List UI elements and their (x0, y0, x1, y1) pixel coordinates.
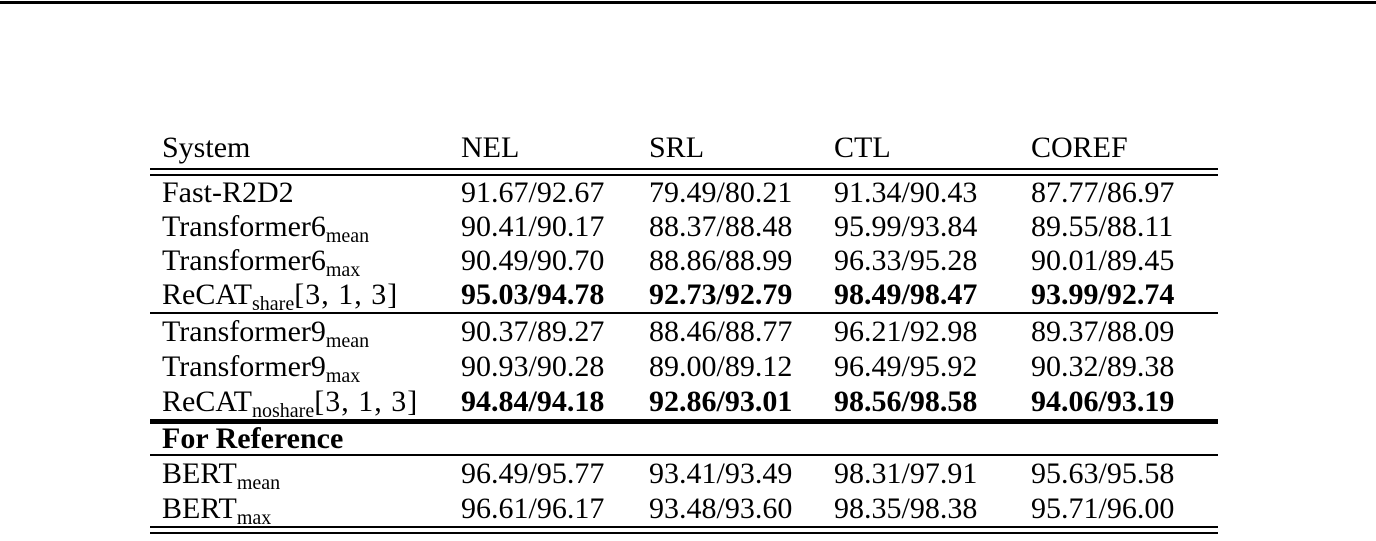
table-row (150, 314, 1218, 352)
score-cell: 91.34/90.43 (834, 176, 978, 209)
score-cell: 98.35/98.38 (834, 492, 978, 525)
score-cell: 98.49/98.47 (834, 278, 978, 311)
score-cell: 96.61/96.17 (461, 492, 605, 525)
system-subscript: mean (325, 330, 370, 352)
score-cell: 90.37/89.27 (461, 315, 605, 348)
score-cell: 88.86/88.99 (649, 244, 793, 277)
score-cell: 95.03/94.78 (461, 278, 605, 311)
score-cell: 96.33/95.28 (834, 244, 978, 277)
table-group-transformer6 (150, 176, 1218, 315)
system-subscript: max (325, 365, 361, 387)
system-subscript: noshare (252, 400, 315, 422)
score-cell: 93.99/92.74 (1031, 278, 1175, 311)
system-subscript: share (252, 293, 295, 315)
score-cell: 89.37/88.09 (1031, 315, 1175, 348)
score-cell: 96.49/95.92 (834, 350, 978, 383)
column-header-nel: NEL (461, 131, 520, 164)
table-header-row (150, 128, 1218, 168)
system-cell: $Transformer9_{mean}$ (162, 315, 370, 352)
section-header-label: For Reference (162, 422, 344, 455)
column-header-ctl: CTL (834, 131, 891, 164)
score-cell: 87.77/86.97 (1031, 176, 1175, 209)
score-cell: 88.46/88.77 (649, 315, 793, 348)
table-group-bert (150, 456, 1218, 529)
score-cell: 89.55/88.11 (1031, 210, 1174, 243)
table-row (150, 244, 1218, 281)
score-cell: 93.41/93.49 (649, 457, 793, 490)
bottom-double-rule (150, 526, 1218, 534)
system-subscript: max (236, 507, 272, 529)
score-cell: 94.84/94.18 (461, 385, 605, 418)
table-row (150, 176, 1218, 210)
column-header-srl: SRL (649, 131, 705, 164)
section-header-row (150, 424, 1218, 454)
score-cell: 95.71/96.00 (1031, 492, 1175, 525)
results-table (150, 128, 1218, 534)
table-row (150, 456, 1218, 494)
score-cell: 93.48/93.60 (649, 492, 793, 525)
system-config-suffix: [3, 1, 3] (294, 278, 399, 311)
score-cell: 89.00/89.12 (649, 350, 793, 383)
table-row (150, 384, 1218, 422)
system-cell: $Transformer9_{max}$ (162, 350, 361, 387)
score-cell: 94.06/93.19 (1031, 385, 1175, 418)
header-double-rule (150, 168, 1218, 176)
column-header-coref: COREF (1031, 131, 1128, 164)
score-cell: 95.63/95.58 (1031, 457, 1175, 490)
system-subscript: mean (236, 472, 281, 494)
score-cell: 92.86/93.01 (649, 385, 793, 418)
system-config-suffix: [3, 1, 3] (314, 385, 419, 418)
system-cell: $BERT_{max}$ (162, 492, 272, 529)
system-cell: ReCAT$_{share}$[3, 1, 3] (162, 278, 399, 315)
table-group-transformer9 (150, 314, 1218, 422)
table-row (150, 491, 1218, 529)
score-cell: 90.49/90.70 (461, 244, 605, 277)
score-cell: 79.49/80.21 (649, 176, 793, 209)
system-cell: ReCAT$_{noshare}$[3, 1, 3] (162, 385, 419, 422)
system-cell: $Transformer6_{mean}$ (162, 210, 370, 247)
score-cell: 91.67/92.67 (461, 176, 605, 209)
score-cell: 92.73/92.79 (649, 278, 793, 311)
system-subscript: max (325, 259, 361, 281)
system-cell: $Transformer6_{max}$ (162, 244, 361, 281)
score-cell: 88.37/88.48 (649, 210, 793, 243)
score-cell: 90.93/90.28 (461, 350, 605, 383)
page-top-rule (0, 1, 1376, 4)
score-cell: 95.99/93.84 (834, 210, 978, 243)
column-header-system: System (162, 131, 251, 164)
system-cell: Fast-R2D2 (162, 176, 294, 209)
score-cell: 96.49/95.77 (461, 457, 605, 490)
system-subscript: mean (325, 225, 370, 247)
table-row (150, 349, 1218, 387)
score-cell: 90.41/90.17 (461, 210, 605, 243)
score-cell: 98.56/98.58 (834, 385, 978, 418)
score-cell: 98.31/97.91 (834, 457, 978, 490)
table-row (150, 278, 1218, 315)
system-cell: $BERT_{mean}$ (162, 457, 281, 494)
score-cell: 96.21/92.98 (834, 315, 978, 348)
score-cell: 90.32/89.38 (1031, 350, 1175, 383)
table-row (150, 210, 1218, 247)
score-cell: 90.01/89.45 (1031, 244, 1175, 277)
